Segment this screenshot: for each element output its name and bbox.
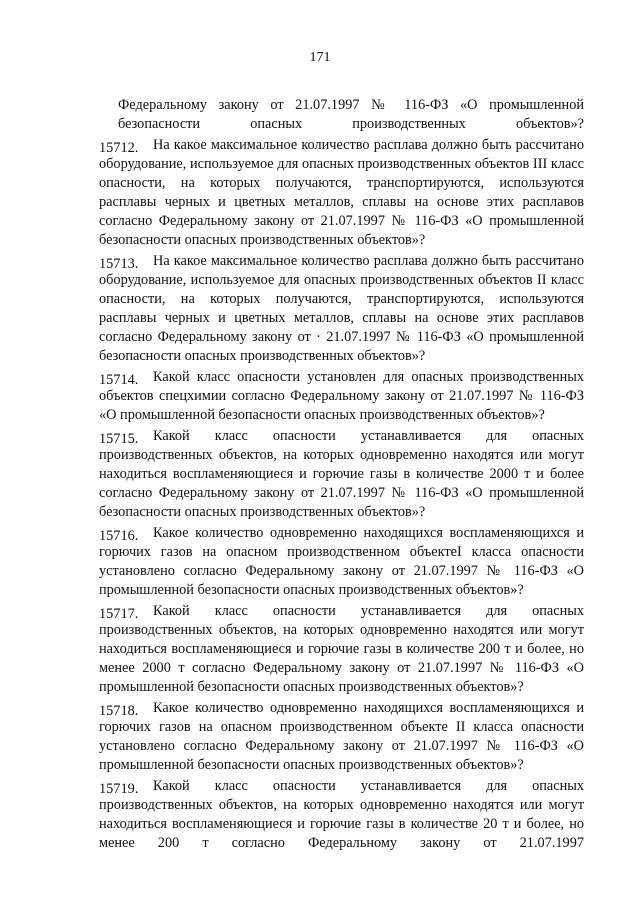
question-list xyxy=(99,96,584,855)
question-text: Какой класс опасности устанавливается для опасных производственных объектов, на которых одновременно находятся или могут находиться воспламеняющиеся и горючие газы в количестве 200 т и более, но менее 2000 т согласно Федеральному закону от 21.07.1997 № 116-ФЗ «О промышленной безопасности опасных производственных объектов»? xyxy=(99,603,584,695)
question-text: Какое количество одновременно находящихся воспламеняющихся и горючих газов на опасном производственном объектеI класса опасности установлено согласно Федеральному закону от 21.07.1997 № 116-ФЗ «О промышленной безопасности опасных производственных объектов»? xyxy=(99,525,584,598)
question-text: Какое количество одновременно находящихся воспламеняющихся и горючих газов на опасном производственном объекте II класса опасности установлено согласно Федеральному закону от 21.07.1997 № 116-ФЗ «О промышленной безопасности опасных производственных объектов»? xyxy=(99,700,584,773)
continuation-text: Федеральному закону от 21.07.1997 № 116-ФЗ «О промышленной безопасности опасных производственных объектов»? xyxy=(118,97,584,132)
page-number: 171 xyxy=(309,50,331,65)
question-item: 15712. На какое максимальное количество расплава должно быть рассчитано оборудование, используемое для опасных производственных объектов III класс опасности, на которых получаются, транспортируются, используются расплавы черных и цветных металлов, сплавы на основе этих расплавов согласно Федеральному закону от 21.07.1997 № 116-ФЗ «О промышленной безопасности опасных производственных объектов»? xyxy=(99,137,584,248)
question-text: На какое максимальное количество расплава должно быть рассчитано оборудование, используемое для опасных производственных объектов II класс опасности, на которых получаются, транспортируются, используются расплавы черных и цветных металлов, сплавы на основе этих расплавов согласно Федеральному закону от · 21.07.1997 № 116-ФЗ «О промышленной безопасности опасных производственных объектов»? xyxy=(99,253,584,364)
question-text: Какой класс опасности установлен для опасных производственных объектов спецхимии согласно Федеральному закону от 21.07.1997 № 116-ФЗ «О промышленной безопасности опасных производственных объектов»? xyxy=(99,369,584,423)
question-item: 15717. Какой класс опасности устанавливается для опасных производственных объектов, на которых одновременно находятся или могут находиться воспламеняющиеся и горючие газы в количестве 200 т и более, но менее 2000 т согласно Федеральному закону от 21.07.1997 № 116-ФЗ «О промышленной безопасности опасных производственных объектов»? xyxy=(99,603,584,695)
question-item: 15715. Какой класс опасности устанавливается для опасных производственных объектов, на которых одновременно находятся или могут находиться воспламеняющиеся и горючие газы в количестве 2000 т и более согласно Федеральному закону от 21.07.1997 № 116-ФЗ «О промышленной безопасности опасных производственных объектов»? xyxy=(99,428,584,520)
question-text: На какое максимальное количество расплава должно быть рассчитано оборудование, используемое для опасных производственных объектов III класс опасности, на которых получаются, транспортируются, используются расплавы черных и цветных металлов, сплавы на основе этих расплавов согласно Федеральному закону от 21.07.1997 № 116-ФЗ «О промышленной безопасности опасных производственных объектов»? xyxy=(99,137,584,248)
question-item: 15716. Какое количество одновременно находящихся воспламеняющихся и горючих газов на опасном производственном объектеI класса опасности установлено согласно Федеральному закону от 21.07.1997 № 116-ФЗ «О промышленной безопасности опасных производственных объектов»? xyxy=(99,525,584,598)
question-item: 15713. На какое максимальное количество расплава должно быть рассчитано оборудование, используемое для опасных производственных объектов II класс опасности, на которых получаются, транспортируются, используются расплавы черных и цветных металлов, сплавы на основе этих расплавов согласно Федеральному закону от · 21.07.1997 № 116-ФЗ «О промышленной безопасности опасных производственных объектов»? xyxy=(99,253,584,364)
question-text: Какой класс опасности устанавливается для опасных производственных объектов, на которых одновременно находятся или могут находиться воспламеняющиеся и горючие газы в количестве 2000 т и более согласно Федеральному закону от 21.07.1997 № 116-ФЗ «О промышленной безопасности опасных производственных объектов»? xyxy=(99,428,584,520)
question-item: 15719. Какой класс опасности устанавливается для опасных производственных объектов, на которых одновременно находятся или могут находиться воспламеняющиеся и горючие газы в количестве 20 т и более, но менее 200 т согласно Федеральному закону от 21.07.1997 xyxy=(99,778,584,851)
question-text: Какой класс опасности устанавливается для опасных производственных объектов, на которых одновременно находятся или могут находиться воспламеняющиеся и горючие газы в количестве 20 т и более, но менее 200 т согласно Федеральному закону от 21.07.1997 xyxy=(99,778,584,851)
question-item: 15714. Какой класс опасности установлен для опасных производственных объектов спецхимии согласно Федеральному закону от 21.07.1997 № 116-ФЗ «О промышленной безопасности опасных производственных объектов»? xyxy=(99,369,584,423)
question-item: 15718. Какое количество одновременно находящихся воспламеняющихся и горючих газов на опасном производственном объекте II класса опасности установлено согласно Федеральному закону от 21.07.1997 № 116-ФЗ «О промышленной безопасности опасных производственных объектов»? xyxy=(99,700,584,773)
